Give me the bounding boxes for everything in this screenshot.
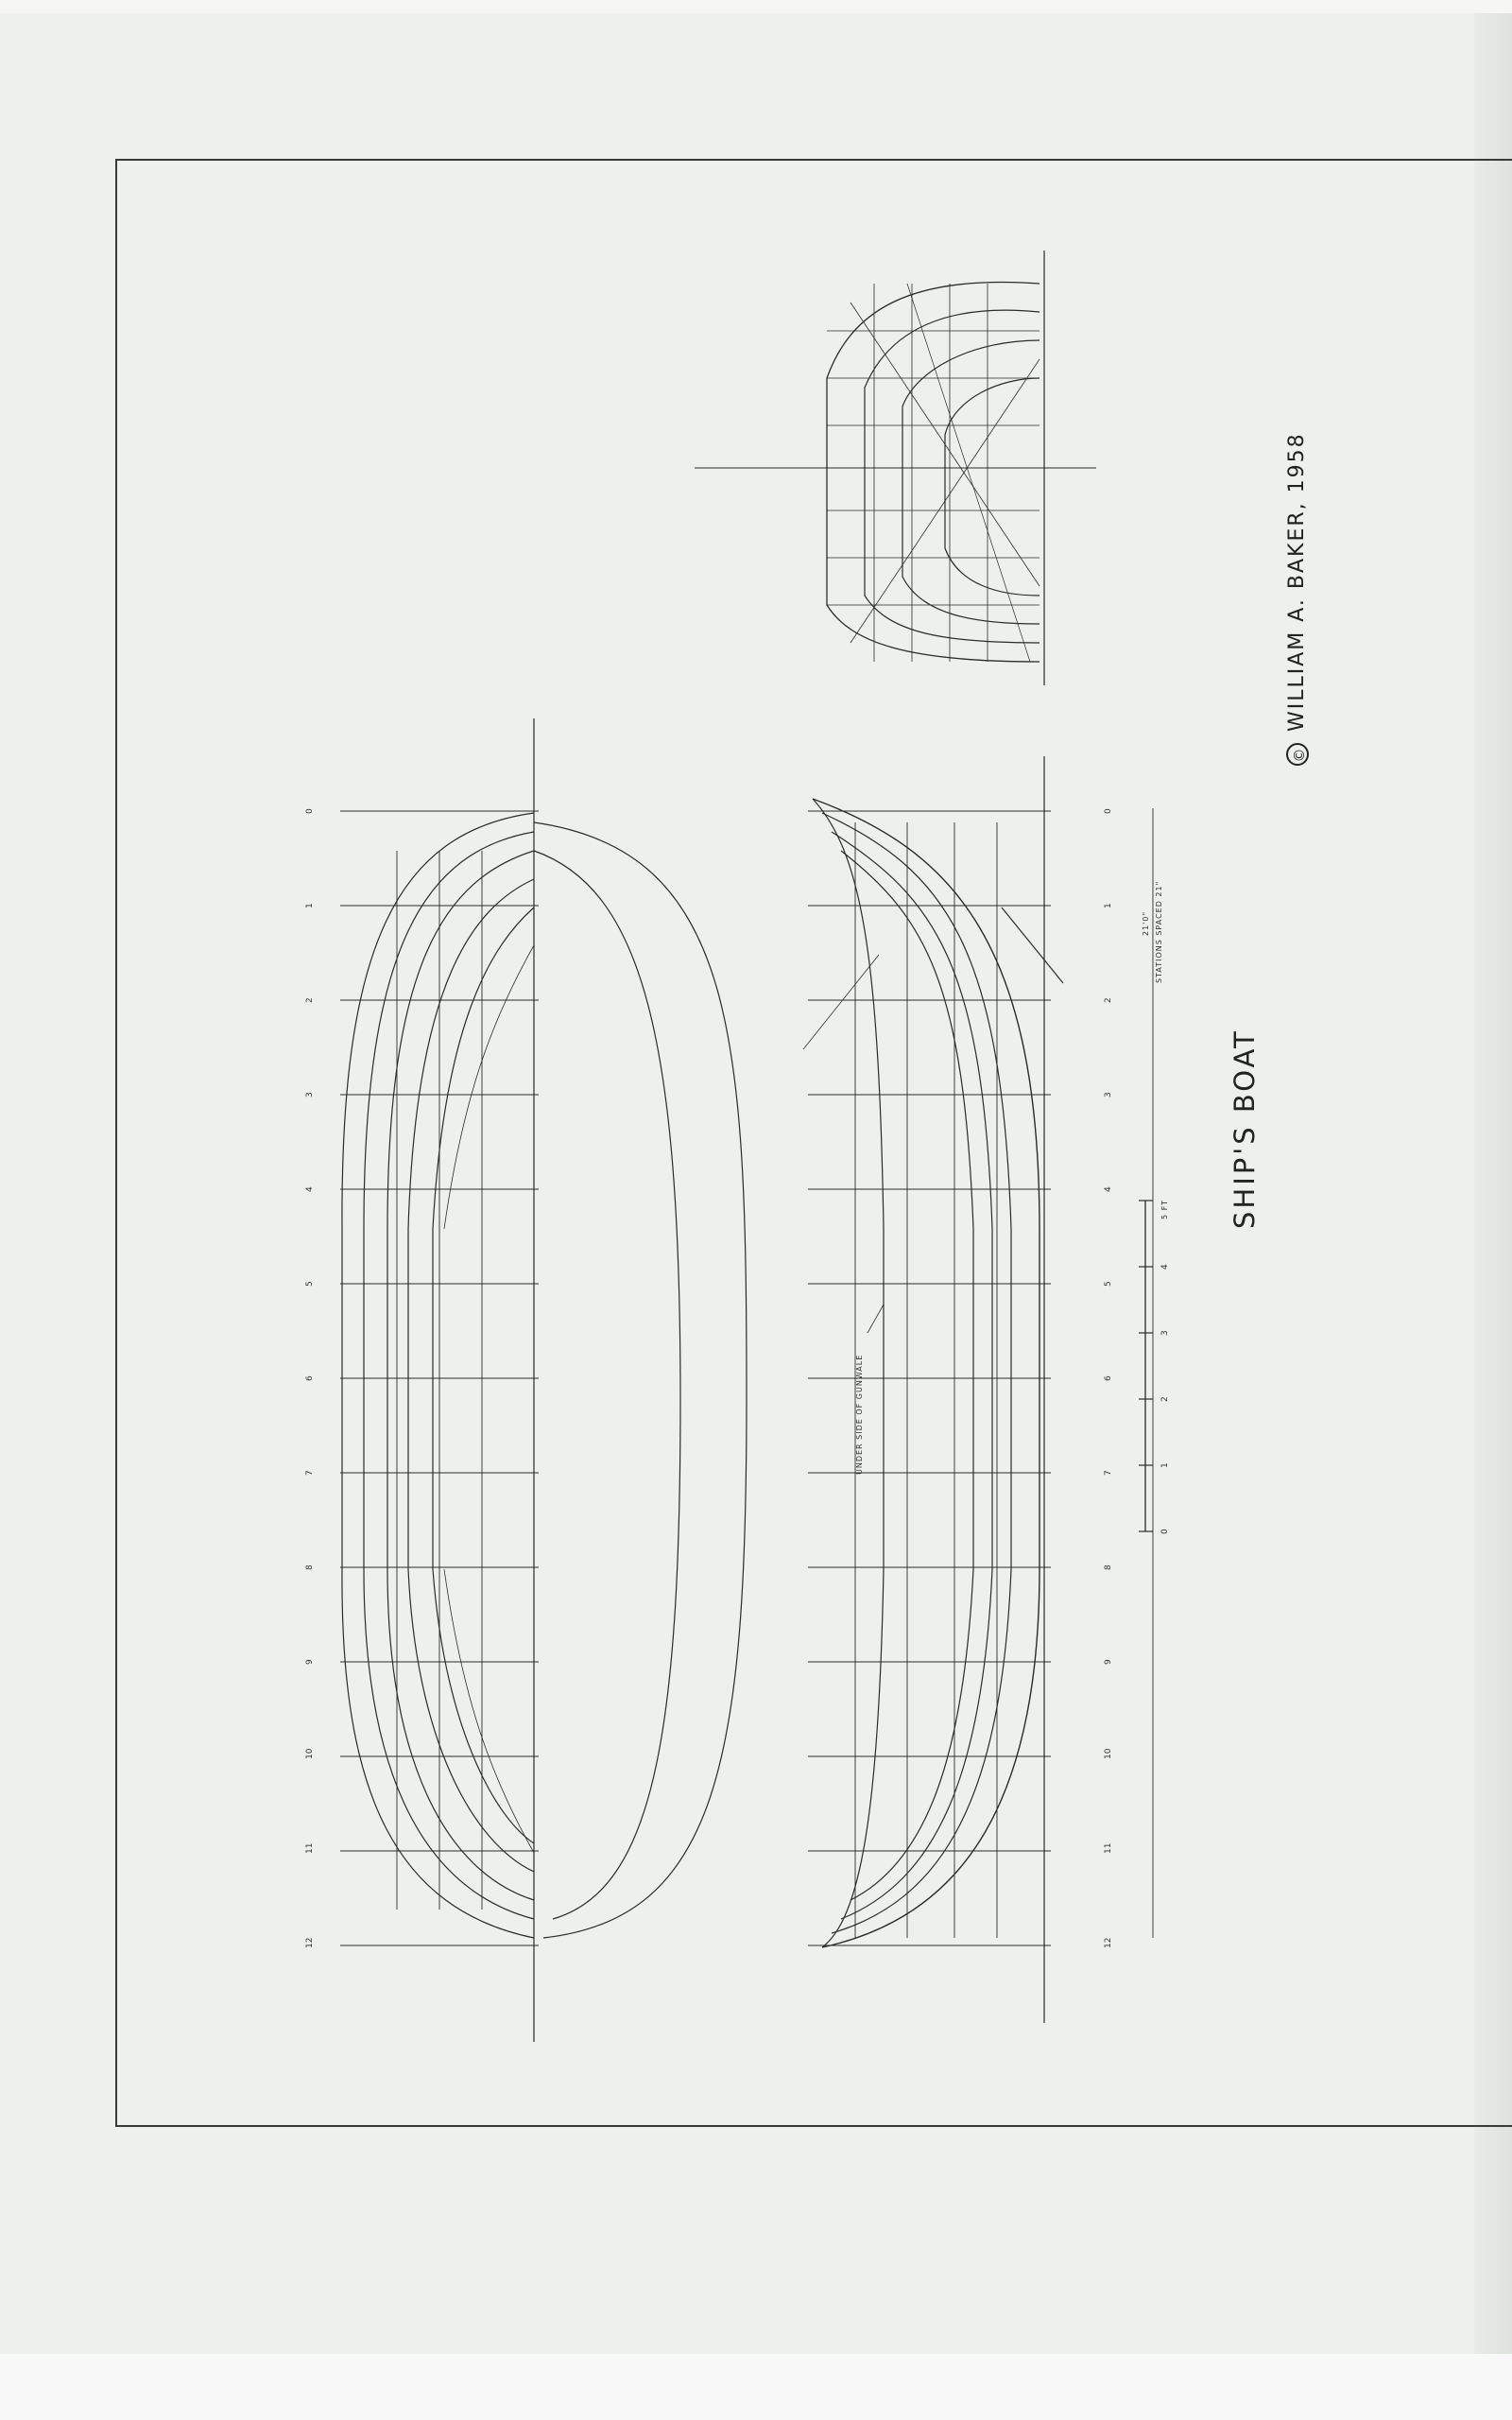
station-number: 7: [305, 1470, 315, 1476]
station-number: 3: [1104, 1092, 1113, 1098]
scale-tick-label: 0: [1160, 1529, 1170, 1534]
credit-line: [1285, 432, 1309, 766]
station-number: 9: [305, 1659, 315, 1665]
station-number: 5: [305, 1281, 315, 1287]
station-number: 12: [305, 1937, 315, 1948]
station-number: 6: [1104, 1375, 1113, 1381]
scale-bar: [1139, 1201, 1153, 1531]
gunwale-note: UNDER SIDE OF GUNWALE: [855, 1354, 864, 1475]
scale-tick-label: 3: [1160, 1330, 1170, 1336]
station-number: 5: [1104, 1281, 1113, 1287]
station-number: 4: [305, 1186, 315, 1192]
station-number: 1: [305, 903, 315, 908]
length-note: 21'0": [1142, 910, 1150, 936]
station-number: 11: [1104, 1842, 1113, 1854]
station-number: 8: [1104, 1564, 1113, 1570]
credit-text: WILLIAM A. BAKER, 1958: [1285, 432, 1309, 732]
scale-unit-label: 5 FT: [1160, 1200, 1169, 1219]
half-breadth-plan: [340, 718, 747, 2042]
station-number: 0: [1104, 808, 1113, 814]
station-number: 2: [305, 997, 315, 1003]
station-number: 8: [305, 1564, 315, 1570]
copyright-icon: ©: [1286, 743, 1309, 766]
station-number: 1: [1104, 903, 1113, 908]
station-number: 12: [1104, 1937, 1113, 1948]
station-number: 9: [1104, 1659, 1113, 1665]
scale-tick-label: 1: [1160, 1462, 1170, 1468]
drawing-title: SHIP'S BOAT: [1228, 1028, 1261, 1229]
stations-note: STATIONS SPACED 21": [1155, 880, 1163, 983]
station-number: 7: [1104, 1470, 1113, 1476]
station-number: 3: [305, 1092, 315, 1098]
station-number: 2: [1104, 997, 1113, 1003]
station-number: 4: [1104, 1186, 1113, 1192]
body-plan: [695, 251, 1096, 685]
station-number: 11: [305, 1842, 315, 1854]
scale-tick-label: 4: [1160, 1264, 1170, 1270]
profile-view: [803, 756, 1063, 2023]
scale-tick-label: 2: [1160, 1396, 1170, 1402]
station-number: 10: [1104, 1748, 1113, 1759]
station-number: 0: [305, 808, 315, 814]
station-number: 6: [305, 1375, 315, 1381]
station-number: 10: [305, 1748, 315, 1759]
